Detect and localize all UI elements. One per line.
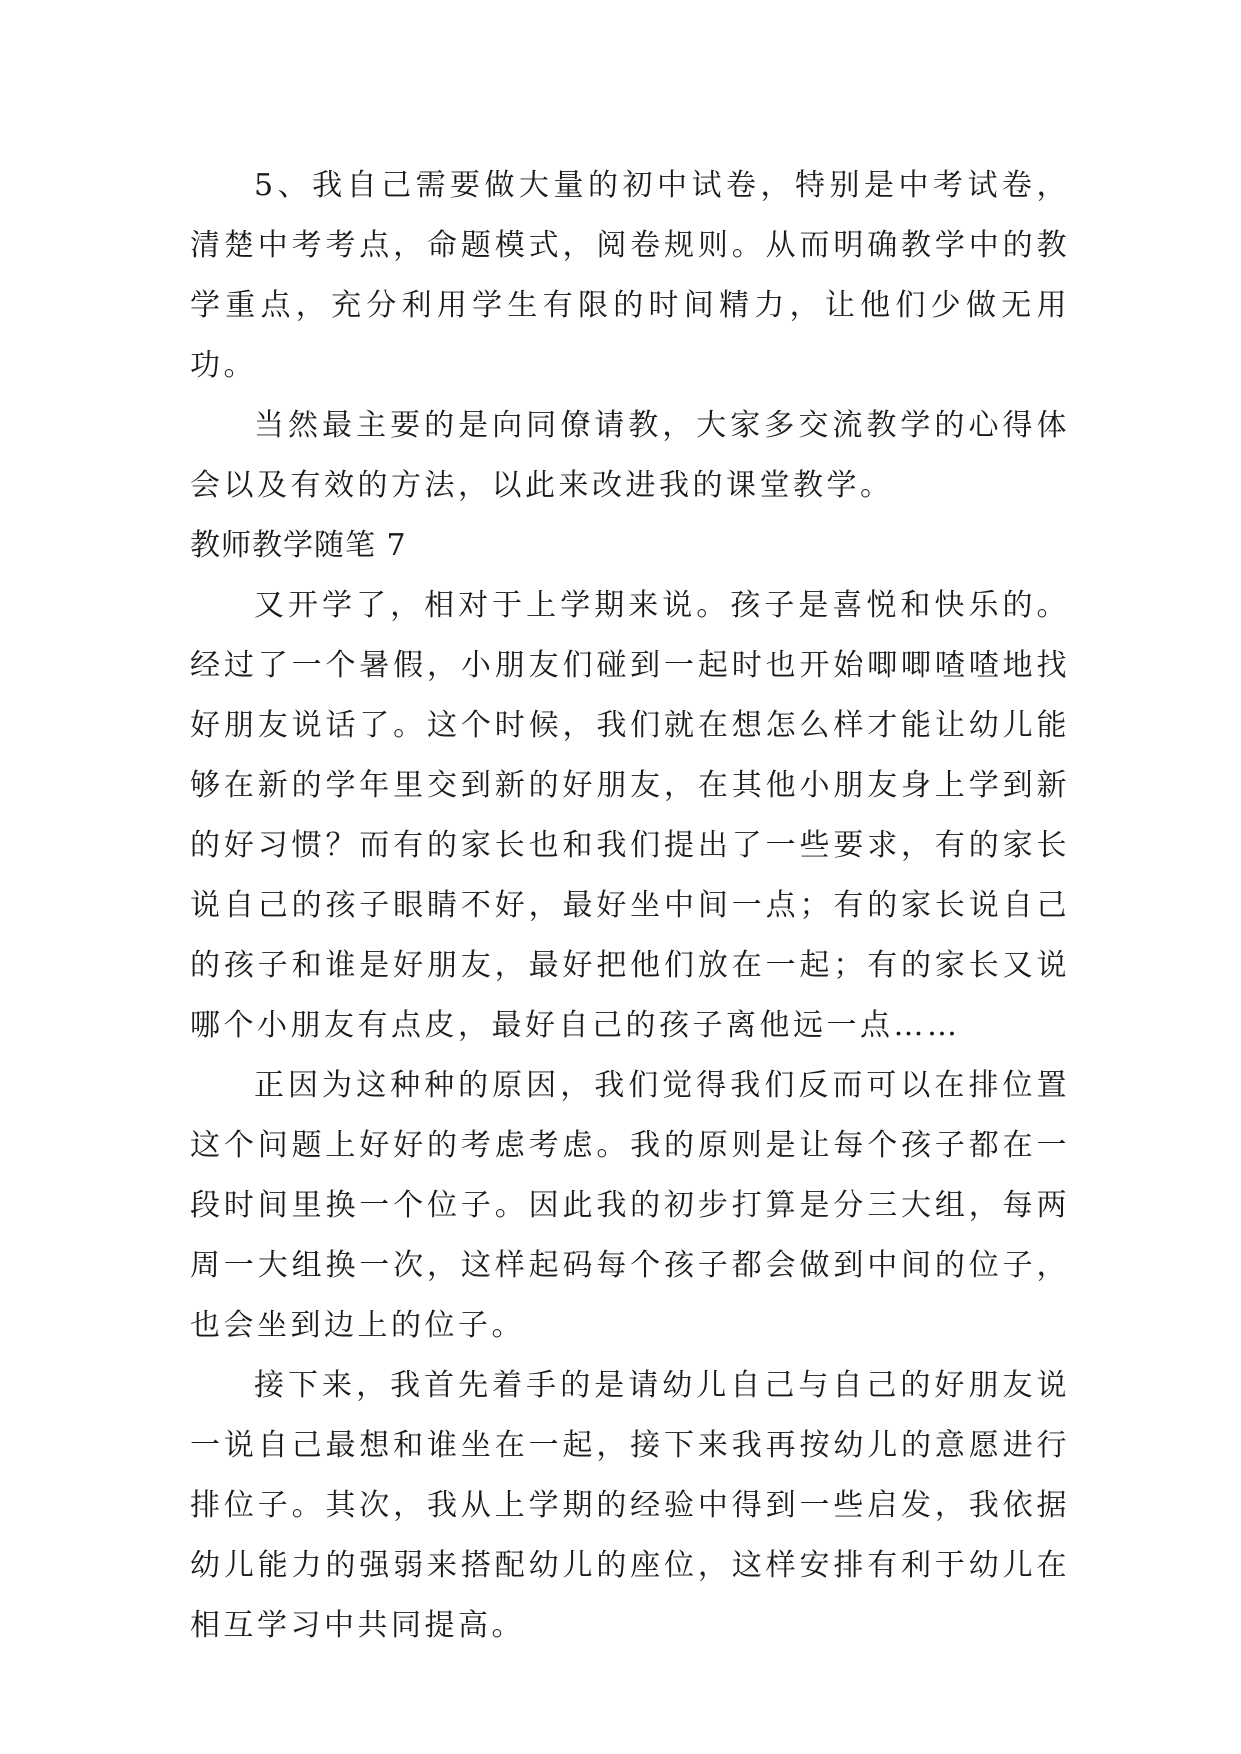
paragraph-seating-principle: 正因为这种种的原因，我们觉得我们反而可以在排位置这个问题上好好的考虑考虑。我的原则是让每个孩子都在一段时间里换一个位子。因此我的初步打算是分三大组，每两周一大组换一次，这样起码每个孩子都会做到中间的位子，也会坐到边上的位子。 (190, 1068, 1070, 1343)
paragraph-seating-arrangement: 接下来，我首先着手的是请幼儿自己与自己的好朋友说一说自己最想和谁坐在一起，接下来我再按幼儿的意愿进行排位子。其次，我从上学期的经验中得到一些启发，我依据幼儿能力的强弱来搭配幼儿的座位，这样安排有利于幼儿在相互学习中共同提高。 (190, 1368, 1070, 1643)
paragraph-exam-papers: 5、我自己需要做大量的初中试卷，特别是中考试卷，清楚中考考点，命题模式，阅卷规则。从而明确教学中的教学重点，充分利用学生有限的时间精力，让他们少做无用功。 (190, 168, 1070, 383)
paragraph-new-semester: 又开学了，相对于上学期来说。孩子是喜悦和快乐的。经过了一个暑假，小朋友们碰到一起时也开始唧唧喳喳地找好朋友说话了。这个时候，我们就在想怎么样才能让幼儿能够在新的学年里交到新的好朋友，在其他小朋友身上学到新的好习惯？而有的家长也和我们提出了一些要求，有的家长说自己的孩子眼睛不好，最好坐中间一点；有的家长说自己的孩子和谁是好朋友，最好把他们放在一起；有的家长又说哪个小朋友有点皮，最好自己的孩子离他远一点…… (190, 588, 1070, 1043)
section-title: 教师教学随笔 7 (190, 528, 407, 563)
paragraph-consult-colleagues: 当然最主要的是向同僚请教，大家多交流教学的心得体会以及有效的方法，以此来改进我的课堂教学。 (190, 408, 1070, 503)
document-body (190, 156, 1070, 1656)
